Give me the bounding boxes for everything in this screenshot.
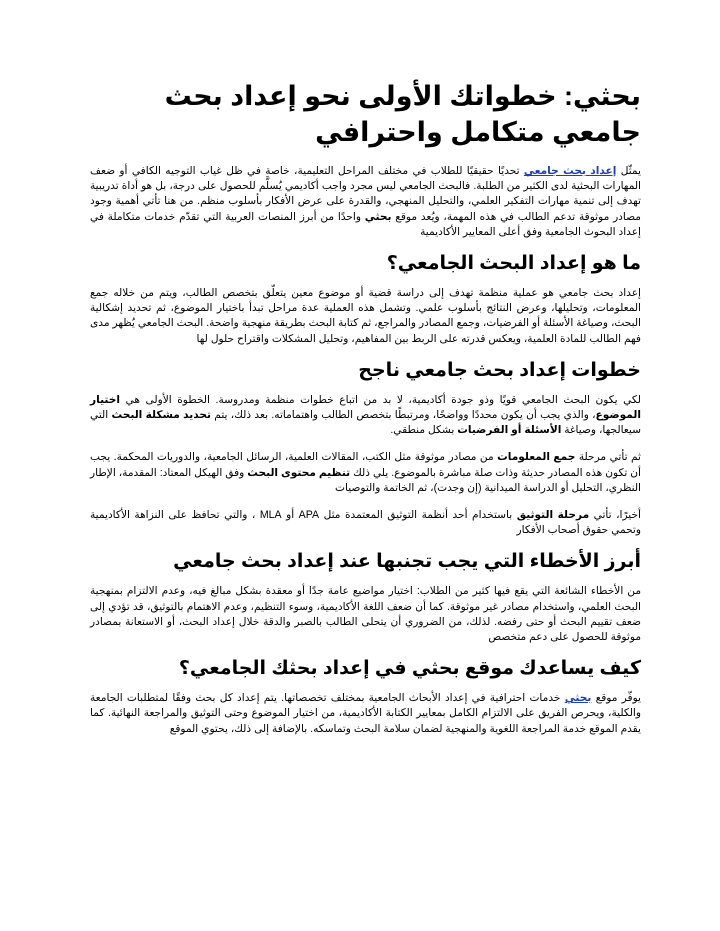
- section-heading-how-site-helps: كيف يساعدك موقع بحثي في إعداد بحثك الجامعي؟: [178, 658, 641, 680]
- intro-text-1: يمثّل: [616, 165, 641, 177]
- steps-p1-text-2: ، والذي يجب أن يكون محددًا وواضحًا، ومرتبطًا بتخصص الطالب واهتماماته. بعد ذلك، يتم: [211, 409, 596, 422]
- intro-bold-site: بحثي: [364, 210, 392, 223]
- steps-p1-text-1: لكي يكون البحث الجامعي قويًا وذو جودة أكاديمية، لا بد من اتباع خطوات منظمة ومدروسة. الخطوة الأولى هي: [120, 393, 641, 406]
- steps-paragraph-2: [90, 450, 641, 496]
- section-heading-what-is: ما هو إعداد البحث الجامعي؟: [386, 253, 641, 275]
- document-page: [90, 78, 641, 749]
- steps-p2-text-1: ثم تأتي مرحلة: [575, 451, 641, 464]
- what-is-paragraph: إعداد بحث جامعي هو عملية منظمة تهدف إلى دراسة قضية أو موضوع معين يتعلّق بتخصص الطالب، ويتم من خلاله جمع المعلومات، وتحليلها، وعرض النتائج بأسلوب علمي. وتشمل هذه العملية عدة مراحل تبدأ باختيار الموضوع، ثم تحديد إشكالية البحث، وصياغة الأسئلة أو الفرضيات، وجمع المصادر والمراجع، ثم كتابة البحث بطريقة منهجية واضحة. البحث الجامعي يُظهر مدى فهم الطالب للمادة العلمية، ويعكس قدرته على الربط بين المفاهيم، وتحليل المشكلات واقتراح حلول لها: [90, 287, 641, 345]
- steps-paragraph-3: [90, 508, 641, 538]
- section-heading-mistakes: أبرز الأخطاء التي يجب تجنبها عند إعداد بحث جامعي: [173, 551, 641, 573]
- steps-p3-bold-1: مرحلة التوثيق: [516, 509, 590, 522]
- steps-p1-bold-1: اختيار الموضوع: [90, 393, 641, 422]
- steps-p2-text-2: من مصادر موثوقة مثل الكتب، المقالات العلمية، الرسائل الجامعية، والدوريات المحكمة. يجب أن تكون هذه المصادر حديثة وذات صلة مباشرة بالموضوع. يلي ذلك: [90, 451, 641, 479]
- intro-text-2: تحديًا حقيقيًا للطلاب في مختلف المراحل التعليمية، خاصة في ظل غياب التوجيه الكافي أو ضعف المهارات البحثية لدى الكثير من الطلبة. فالبحث الجامعي ليس مجرد واجب أكاديمي يُسلَّم للحصول على درجة، بل هو أداة تدريبية تهدف إلى تنمية مهارات التفكير العلمي، والتحليل المنهجي، والقدرة على عرض الأفكار بأسلوب منظم. من هنا تأتي أهمية وجود مصادر موثوقة تدعم الطالب في هذه المهمة، ويُعد موقع: [90, 165, 641, 223]
- site-help-text-1: يوفّر موقع: [591, 692, 641, 705]
- site-help-paragraph: [90, 691, 641, 737]
- intro-text-3: واحدًا من أبرز المنصات العربية التي تقدّم خدمات متكاملة في إعداد البحوث الجامعية وفق أعلى المعايير الأكاديمية: [90, 210, 641, 238]
- steps-p1-text-4: بشكل منطقي.: [390, 424, 458, 437]
- steps-p2-text-3: وفق الهيكل المعتاد: المقدمة، الإطار النظري، التحليل أو الدراسة الميدانية (إن وجدت)، ثم الخاتمة والتوصيات: [90, 466, 641, 494]
- page-title: بحثي: خطواتك الأولى نحو إعداد بحث جامعي متكامل واحترافي: [164, 81, 641, 147]
- steps-p3-text-1: أخيرًا، تأتي: [589, 509, 641, 522]
- mistakes-paragraph: من الأخطاء الشائعة التي يقع فيها كثير من الطلاب: اختيار مواضيع عامة جدًا أو معقدة بشكل مبالغ فيه، وعدم الالتزام بمنهجية البحث العلمي، واستخدام مصادر غير موثوقة. كما أن ضعف اللغة الأكاديمية، وسوء التنظيم، وعدم الاهتمام بالتوثيق، قد تؤدي إلى ضعف تقييم البحث أو حتى رفضه. لذلك، من الضروري أن يتحلى الطالب بالصبر والدقة خلال إعداد البحث، أو الاستعانة بمصادر موثوقة للحصول على دعم متخصص: [90, 585, 641, 644]
- section-heading-steps: خطوات إعداد بحث جامعي ناجح: [358, 359, 641, 381]
- steps-p1-text-3: التي سيعالجها، وصياغة: [90, 409, 641, 437]
- intro-paragraph: [90, 164, 641, 240]
- steps-p2-bold-2: تنظيم محتوى البحث: [247, 466, 351, 479]
- site-help-text-2: خدمات احترافية في إعداد الأبحاث الجامعية بمختلف تخصصاتها. يتم إعداد كل بحث وفقًا لمتطلبات الجامعة والكلية، ويحرص الفريق على الالتزام الكامل بمعايير الكتابة الأكاديمية، من اختيار الموضوع وحتى التوثيق والمراجعة النهائية. كما يقدم الموقع خدمة المراجعة اللغوية والمنهجية لضمان سلامة البحث وتماسكه. بالإضافة إلى ذلك، يحتوي الموقع: [90, 692, 641, 735]
- steps-p2-bold-1: جمع المعلومات: [497, 451, 576, 464]
- steps-paragraph-1: [90, 393, 641, 439]
- steps-p3-text-2: باستخدام أحد أنظمة التوثيق المعتمدة مثل APA أو MLA ، والتي تحافظ على النزاهة الأكاديمية وتحمي حقوق أصحاب الأفكار: [90, 509, 641, 537]
- intro-link[interactable]: إعداد بحث جامعي: [523, 165, 617, 177]
- site-link[interactable]: بحثي: [564, 692, 592, 705]
- steps-p1-bold-2: تحديد مشكلة البحث: [111, 409, 211, 422]
- steps-p1-bold-3: الأسئلة أو الفرضيات: [457, 424, 562, 437]
